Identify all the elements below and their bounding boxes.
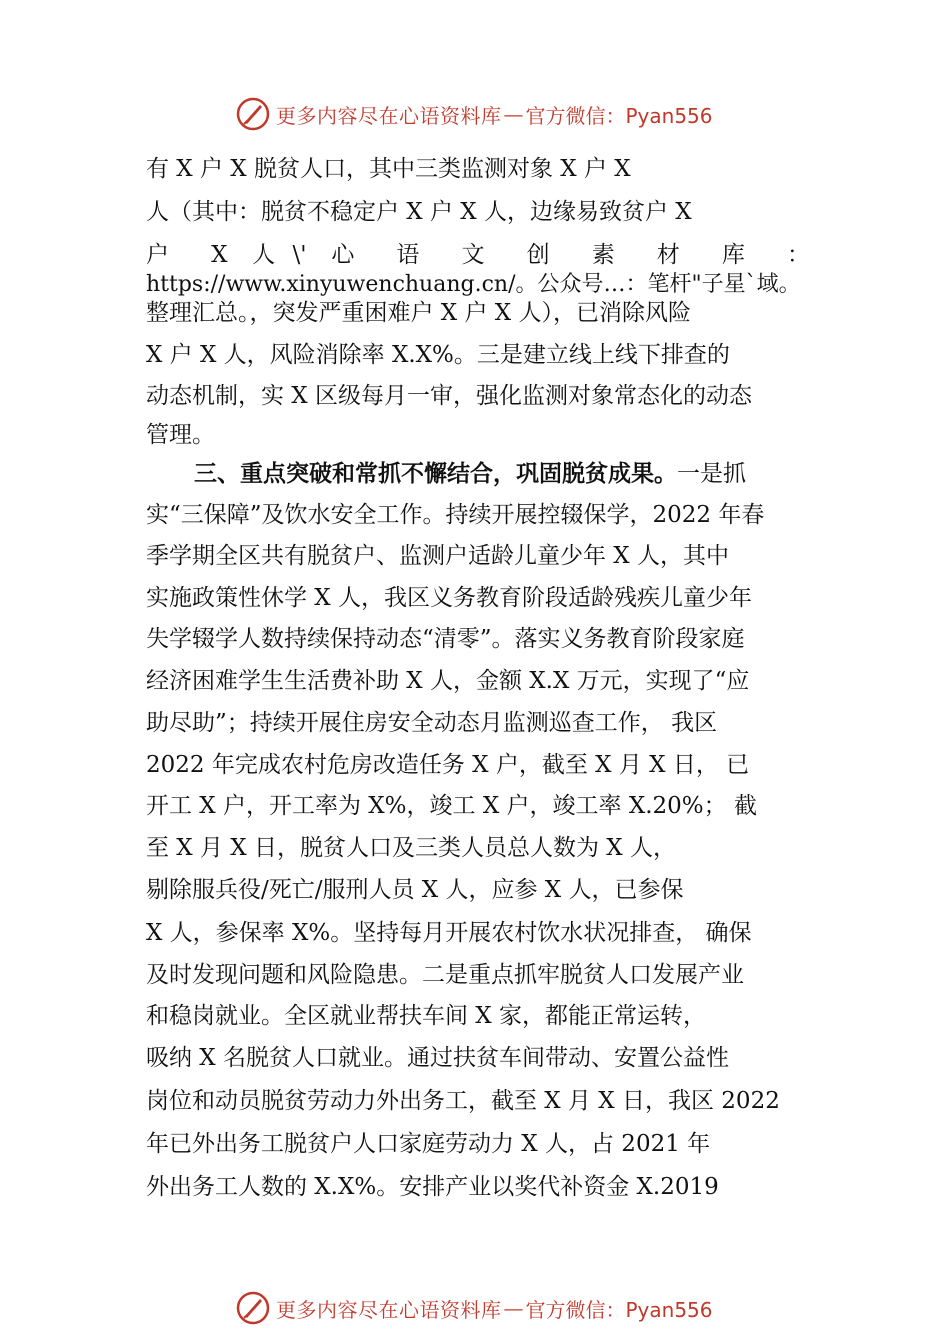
footer-banner [236,1288,713,1328]
quill-pen-logo-icon [236,1291,270,1325]
body-line: 失学辍学人数持续保持动态“清零”。落实义务教育阶段家庭 [146,626,745,652]
banner-wechat: 官方微信：Pyan556 [525,1297,713,1322]
banner-text: 更多内容尽在心语资料库 [276,1297,502,1322]
section-heading: 三、重点突破和常抓不懈结合，巩固脱贫成果。 [194,460,677,487]
body-line: 年已外出务工脱贫户人口家庭劳动力 X 人，占 2021 年 [146,1131,711,1157]
banner-wechat: 官方微信：Pyan556 [525,103,713,128]
body-line: 开工 X 户，开工率为 X%，竣工 X 户，竣工率 X.20%； 截 [146,793,757,819]
body-line: 经济困难学生生活费补助 X 人，金额 X.X 万元，实现了“应 [146,668,750,694]
body-line: 岗位和动员脱贫劳动力外出务工，截至 X 月 X 日，我区 2022 [146,1088,780,1114]
banner-dash: — [503,102,524,126]
body-line: 吸纳 X 名脱贫人口就业。通过扶贫车间带动、安置公益性 [146,1045,729,1071]
body-line: 整理汇总。，突发严重困难户 X 户 X 人），已消除风险 [146,300,691,326]
body-line: 管理。 [146,422,215,448]
quill-pen-logo-icon [236,97,270,131]
body-line: 户 X 人\' 心 语 文 创 素 材 库 ： [146,242,810,268]
body-line: 实“三保障”及饮水安全工作。持续开展控辍保学，2022 年春 [146,502,765,528]
body-line: 2022 年完成农村危房改造任务 X 户，截至 X 月 X 日， 已 [146,752,750,778]
body-line: 及时发现问题和风险隐患。二是重点抓牢脱贫人口发展产业 [146,962,744,988]
body-line: 助尽助”；持续开展住房安全动态月监测巡查工作， 我区 [146,710,718,736]
body-line: 至 X 月 X 日，脱贫人口及三类人员总人数为 X 人， [146,835,676,861]
body-line: 和稳岗就业。全区就业帮扶车间 X 家，都能正常运转， [146,1003,706,1029]
body-line: 剔除服兵役/死亡/服刑人员 X 人，应参 X 人，已参保 [146,877,684,903]
header-banner [236,94,713,134]
banner-dash: — [503,1296,524,1320]
body-line: X 户 X 人，风险消除率 X.X%。三是建立线上线下排查的 [146,342,730,368]
body-line: https://www.xinyuwenchuang.cn/。公众号…：笔杆"子星`域。 [146,272,801,297]
body-line: 实施政策性休学 X 人，我区义务教育阶段适龄残疾儿童少年 [146,585,752,611]
body-line: 人（其中：脱贫不稳定户 X 户 X 人，边缘易致贫户 X [146,199,692,225]
body-line: X 人，参保率 X%。坚持每月开展农村饮水状况排查， 确保 [146,920,752,946]
body-line: 有 X 户 X 脱贫人口，其中三类监测对象 X 户 X [146,156,631,182]
section-heading-line [194,459,810,489]
body-line: 季学期全区共有脱贫户、监测户适龄儿童少年 X 人，其中 [146,543,729,569]
banner-text: 更多内容尽在心语资料库 [276,103,502,128]
body-text: 一是抓 [677,461,746,487]
body-line: 动态机制，实 X 区级每月一审，强化监测对象常态化的动态 [146,383,752,409]
body-line: 外出务工人数的 X.X%。安排产业以奖代补资金 X.2019 [146,1174,719,1200]
